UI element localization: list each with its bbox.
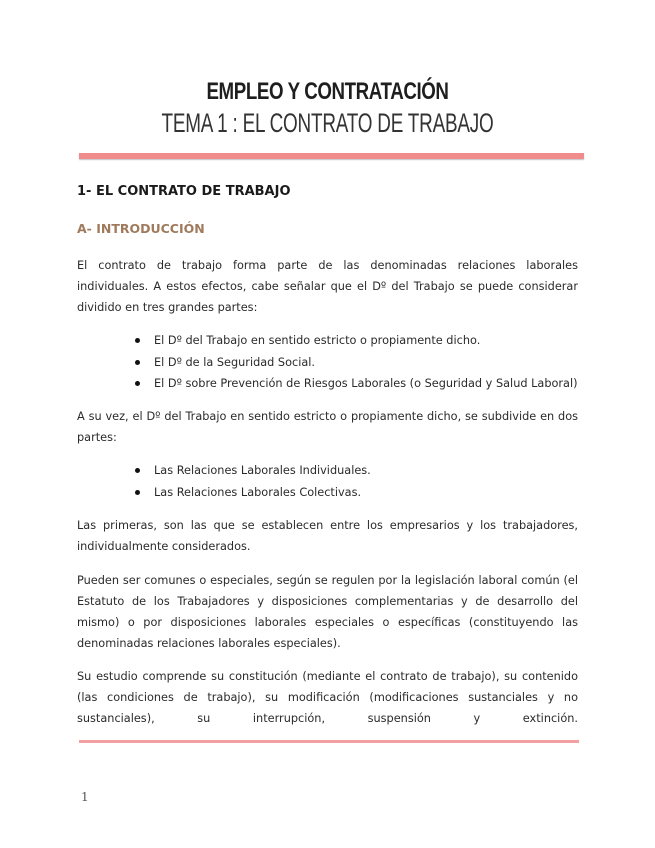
list-relations xyxy=(135,460,371,503)
bullet-icon xyxy=(135,381,140,386)
document-subtitle: TEMA 1 : EL CONTRATO DE TRABAJO xyxy=(161,108,494,138)
list-item xyxy=(135,373,578,395)
list-law-parts xyxy=(135,330,578,395)
list-item xyxy=(135,330,578,352)
paragraph-study: Su estudio comprende su constitución (mediante el contrato de trabajo), su contenido (las condiciones de trabajo), su modificación (modificaciones sustanciales y no sustanciales), su interrupción, suspensión y extinción. xyxy=(77,670,578,725)
section-subheading: A- INTRODUCCIÓN xyxy=(77,221,205,236)
list-item-text: El Dº de la Seguridad Social. xyxy=(154,355,316,369)
title-divider xyxy=(79,153,584,159)
paragraph-intro: El contrato de trabajo forma parte de las denominadas relaciones laborales individuales. A estos efectos, cabe señalar que el Dº del Trabajo se puede considerar dividido en tres grandes partes: xyxy=(77,259,578,314)
page-number: 1 xyxy=(81,790,89,804)
list-item-text: Las Relaciones Laborales Individuales. xyxy=(154,464,371,477)
list-item xyxy=(135,460,371,482)
list-item-text: El Dº del Trabajo en sentido estricto o propiamente dicho. xyxy=(154,334,481,347)
bottom-divider xyxy=(79,740,579,743)
bullet-icon xyxy=(135,468,140,473)
paragraph-subdivision: A su vez, el Dº del Trabajo en sentido estricto o propiamente dicho, se subdivide en dos partes: xyxy=(77,410,578,444)
list-item-text: Las Relaciones Laborales Colectivas. xyxy=(154,485,362,499)
list-item xyxy=(135,352,578,374)
bullet-icon xyxy=(135,360,140,365)
section-heading: 1- EL CONTRATO DE TRABAJO xyxy=(77,184,291,199)
document-title: EMPLEO Y CONTRATACIÓN xyxy=(206,78,449,105)
list-item-text: El Dº sobre Prevención de Riesgos Laborales (o Seguridad y Salud Laboral) xyxy=(154,377,578,390)
paragraph-types: Pueden ser comunes o especiales, según se regulen por la legislación laboral común (el Estatuto de los Trabajadores y disposiciones complementarias y de desarrollo del mismo) o por disposiciones laborales especiales o específicas (constituyendo las denominadas relaciones laborales especiales). xyxy=(77,574,578,650)
bullet-icon xyxy=(135,490,140,495)
paragraph-first-relations: Las primeras, son las que se establecen entre los empresarios y los trabajadores, individualmente considerados. xyxy=(77,519,578,553)
bullet-icon xyxy=(135,338,140,343)
list-item xyxy=(135,482,371,504)
